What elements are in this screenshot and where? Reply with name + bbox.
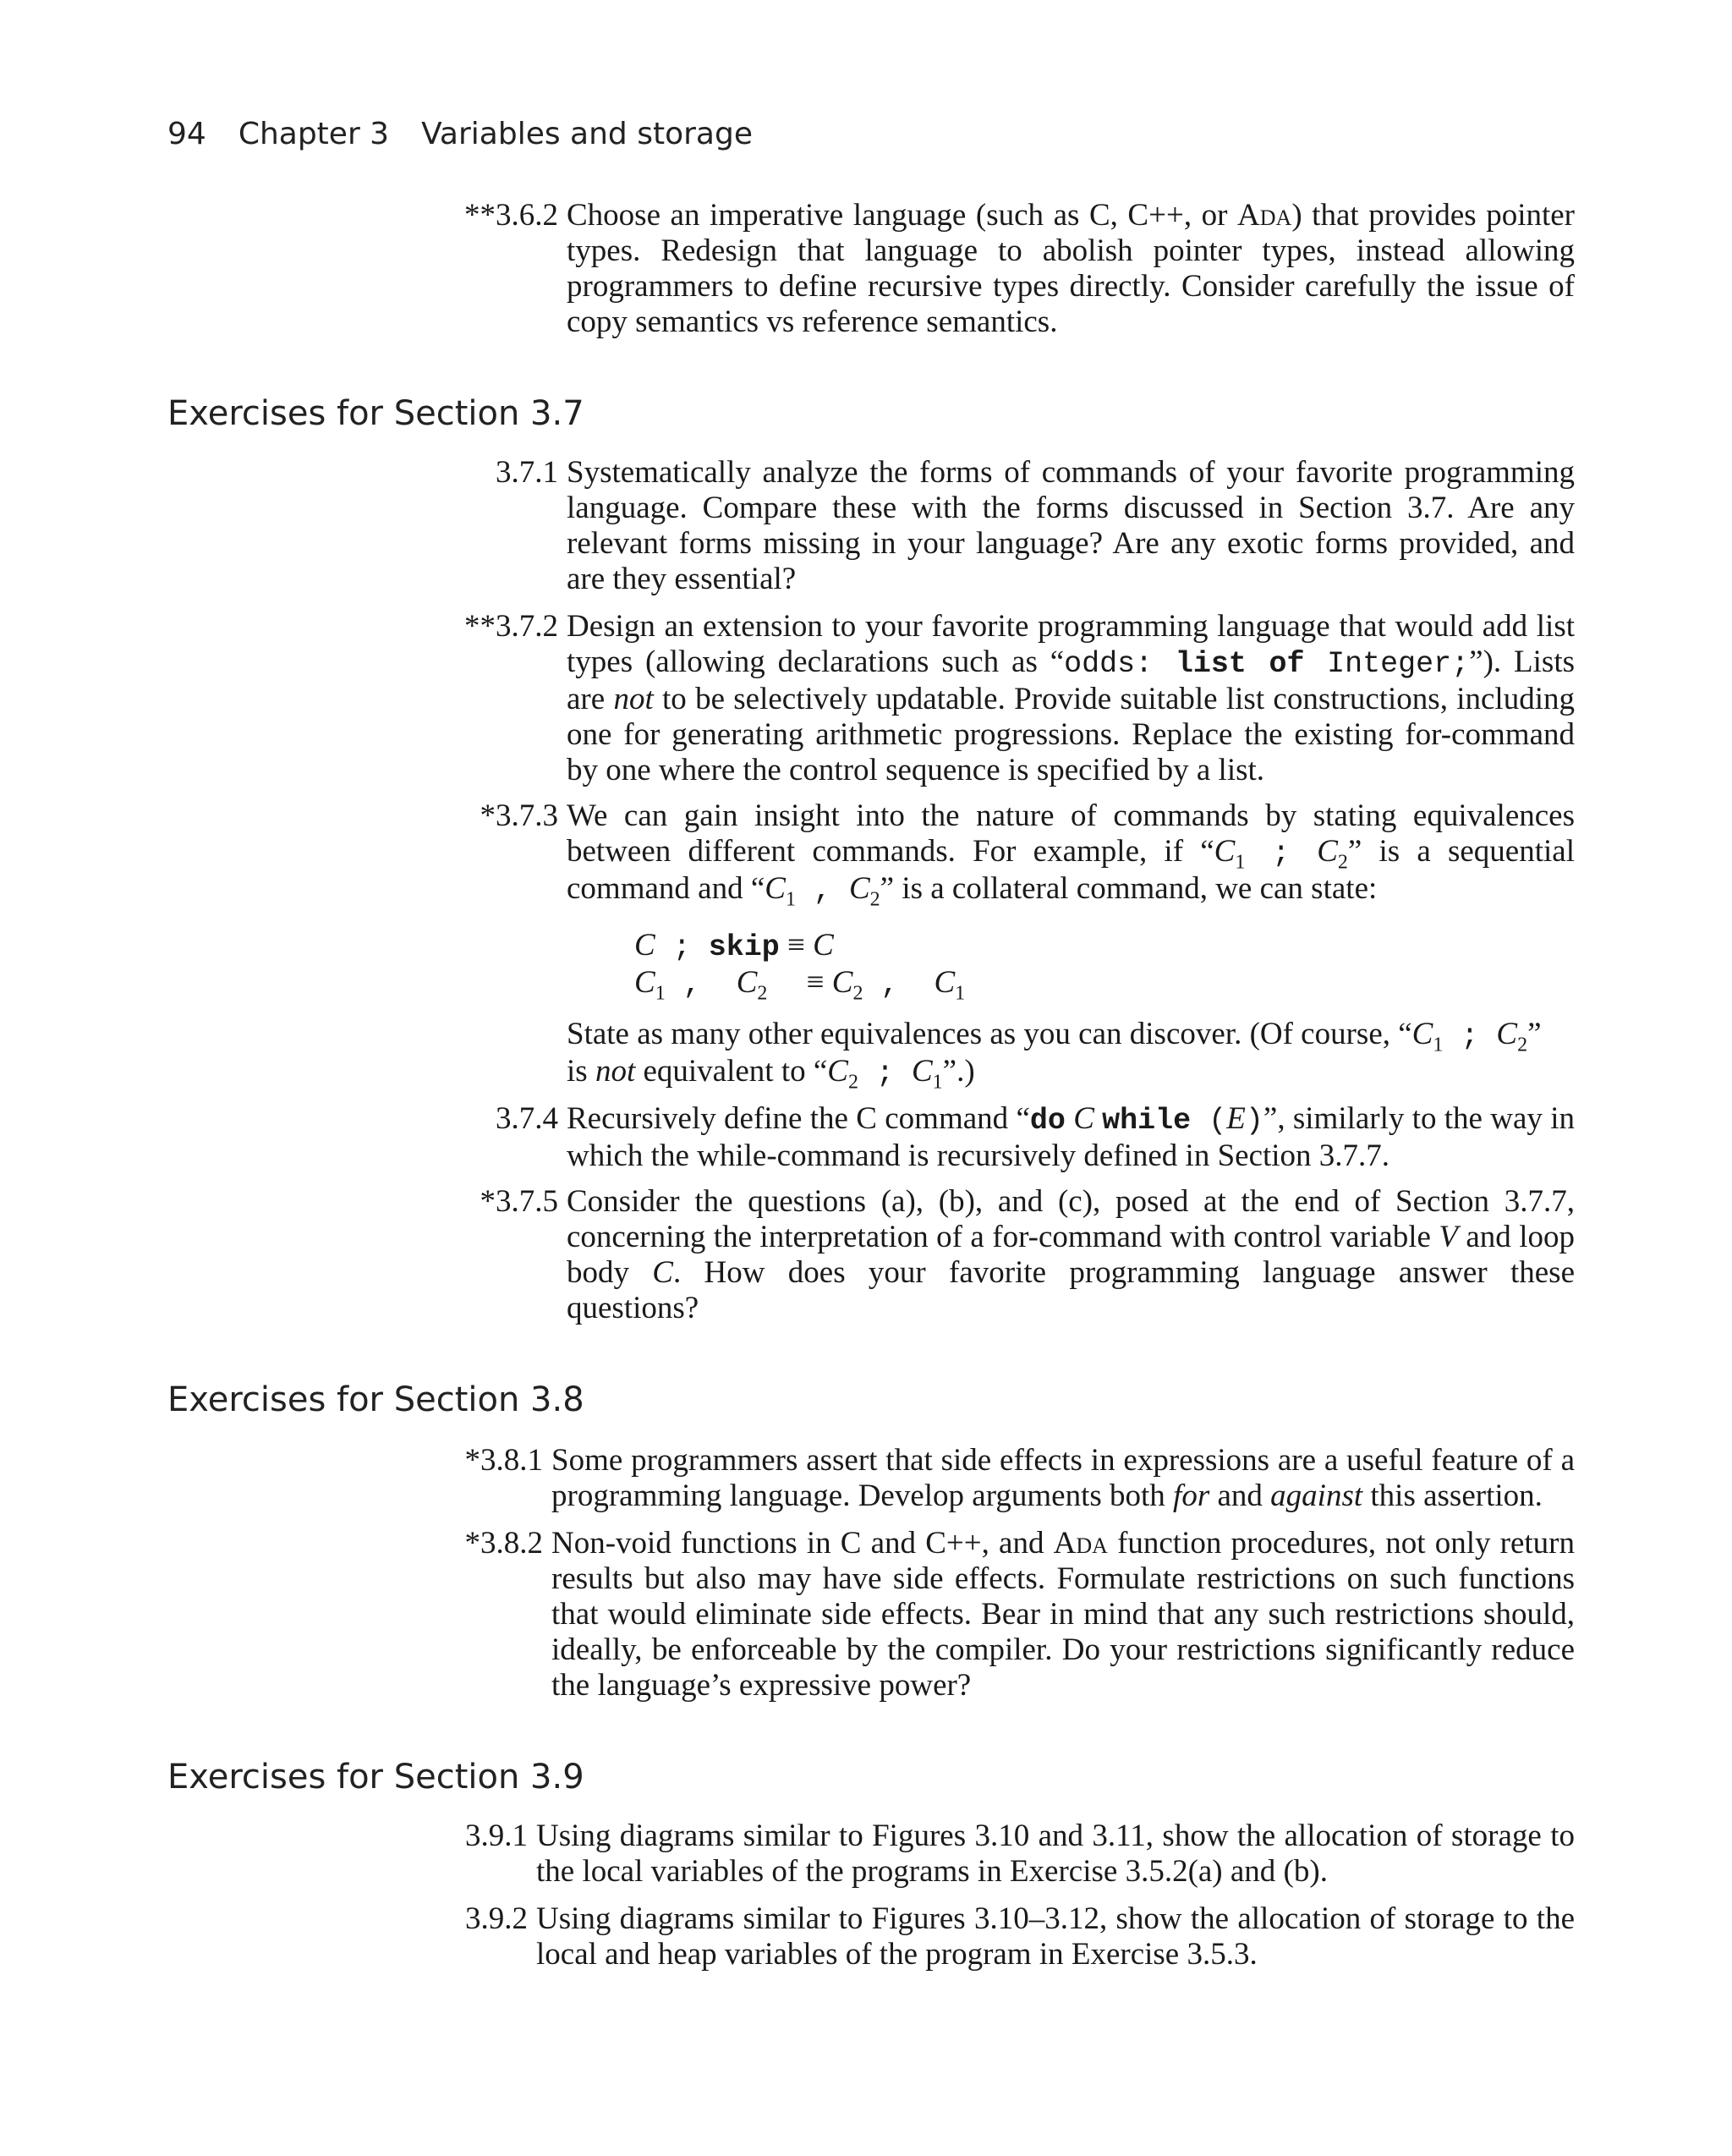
equivalence-2: $C_1$ , $C_2$ ≡ $C_2$ , $C_1$ — [634, 965, 966, 1005]
exercise-3-7-3-continued — [313, 1017, 1575, 1094]
equivalence-list — [634, 928, 966, 1005]
exercise-3-6-2 — [313, 198, 1575, 340]
chapter-title: Variables and storage — [421, 117, 753, 151]
exercise-number: 3.7.1 — [496, 455, 558, 490]
exercise-number: 3.9.2 — [465, 1901, 528, 1936]
section-heading-3-8: Exercises for Section 3.8 — [167, 1380, 584, 1419]
exercise-3-9-1 — [313, 1819, 1575, 1890]
running-head — [167, 117, 753, 151]
exercise-3-8-1 — [313, 1443, 1575, 1514]
exercise-number: 3.7.4 — [496, 1101, 558, 1136]
exercise-number: **3.7.2 — [464, 609, 558, 644]
exercise-number: **3.6.2 — [464, 198, 558, 233]
page-number: 94 — [167, 117, 206, 151]
exercise-number: *3.7.3 — [480, 798, 558, 833]
exercise-text: Consider the questions (a), (b), and (c), posed at the end of Section 3.7.7, concerning the interpretation of a for-command with control variable V and loop body C. How does your favorite programming language answer these questions? — [567, 1184, 1576, 1325]
exercise-text: Using diagrams similar to Figures 3.10–3.12, show the allocation of storage to the local and heap variables of the program in Exercise 3.5.3. — [536, 1901, 1575, 1972]
section-heading-3-9: Exercises for Section 3.9 — [167, 1758, 584, 1797]
exercise-3-9-2 — [313, 1901, 1575, 1972]
exercise-text: Non-void functions in C and C++, and Ada function procedures, not only return results but also may have side effects. Formulate restrictions on such functions that would eliminate side effects. Bear in mind that any such restrictions should, ideally, be enforceable by the compiler. Do your restrictions significantly reduce the language’s expressive power? — [551, 1526, 1575, 1703]
exercise-number: *3.8.1 — [464, 1443, 543, 1478]
chapter-label: Chapter 3 — [238, 117, 390, 151]
exercise-3-7-2 — [313, 609, 1575, 788]
section-heading-3-7: Exercises for Section 3.7 — [167, 394, 584, 433]
exercise-3-7-4 — [313, 1101, 1575, 1174]
exercise-text: State as many other equivalences as you can discover. (Of course, “$C_1$ ; $C_2$” is not equivalent to “$C_2$ ; $C_1$”.) — [567, 1017, 1542, 1094]
exercise-number: *3.7.5 — [480, 1184, 558, 1219]
exercise-3-7-1 — [313, 455, 1575, 597]
equivalence-1: C ; skip ≡ C — [634, 928, 834, 964]
exercise-text: We can gain insight into the nature of commands by stating equivalences between different commands. For example, if “$C_1$ ; $C_2$” is a sequential command and “$C_1$ , $C_2$” is a collateral command, we can state: — [567, 798, 1575, 911]
exercise-text: Some programmers assert that side effects in expressions are a useful feature of a programming language. Develop arguments both for and against this assertion. — [551, 1443, 1575, 1513]
exercise-number: 3.9.1 — [465, 1819, 528, 1853]
ada-name: Ada — [1053, 1526, 1108, 1561]
code-snippet: odds: list of Integer; — [1064, 647, 1470, 681]
exercise-3-8-2 — [313, 1526, 1575, 1703]
exercise-text: Recursively define the C command “do C while (E)”, similarly to the way in which the while-command is recursively defined in Section 3.7.7. — [567, 1101, 1575, 1173]
exercise-3-7-3 — [313, 798, 1575, 911]
exercise-text: Choose an imperative language (such as C, C++, or Ada) that provides pointer types. Redesign that language to abolish pointer types, instead allowing programmers to define recursive types directly. Consider carefully the issue of copy semantics vs reference semantics. — [567, 198, 1575, 339]
exercise-text: Design an extension to your favorite programming language that would add list types (allowing declarations such as “odds: list of Integer;”). Lists are not to be selectively updatable. Provide suitable list constructions, including one for generating arithmetic progressions. Replace the existing for-command by one where the control sequence is specified by a list. — [567, 609, 1576, 787]
exercise-text: Systematically analyze the forms of commands of your favorite programming language. Compare these with the forms discussed in Section 3.7. Are any relevant forms missing in your language? Are any exotic forms provided, and are they essential? — [567, 455, 1575, 596]
ada-name: Ada — [1237, 198, 1292, 233]
exercise-text: Using diagrams similar to Figures 3.10 and 3.11, show the allocation of storage to the local variables of the programs in Exercise 3.5.2(a) and (b). — [536, 1819, 1575, 1889]
exercise-number: *3.8.2 — [464, 1526, 543, 1561]
exercise-3-7-5 — [313, 1184, 1575, 1326]
